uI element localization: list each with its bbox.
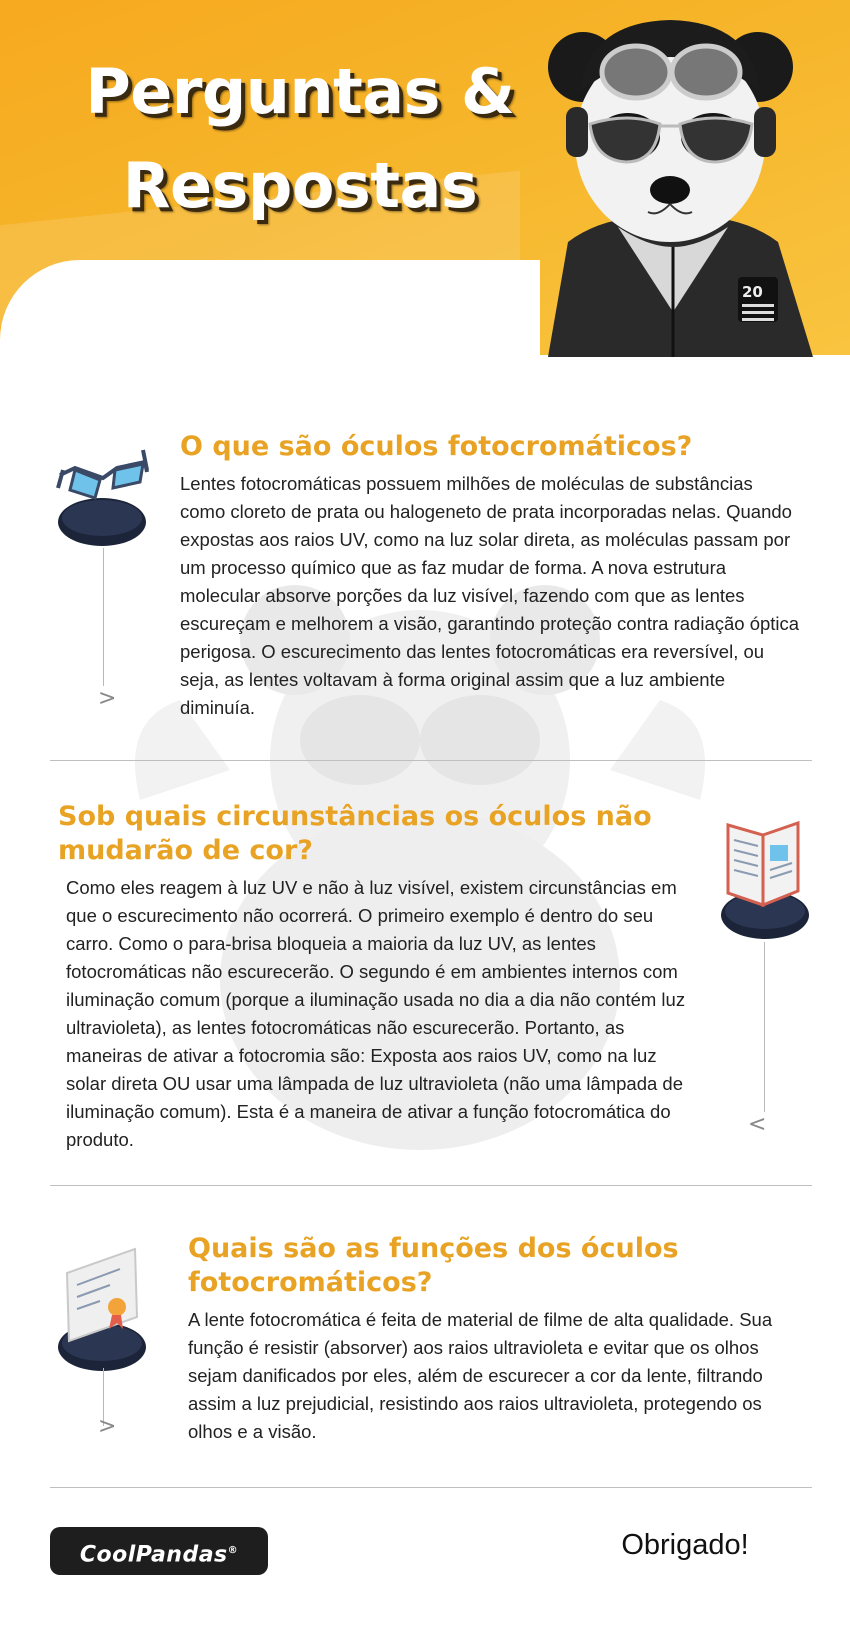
answer-text: Como eles reagem à luz UV e não à luz visível, existem circunstâncias em que o escurecimento não ocorrerá. O primeiro exemplo é dentro do seu carro. Como o para-brisa bloqueia a maioria da luz UV, as lentes fotocromáticas não escurecerão. O segundo é em ambientes internos com iluminação comum (porque a iluminação usada no dia a dia não contém luz ultravioleta), as lentes fotocromáticas não escurecerão. Portanto, as maneiras de ativar a fotocromia são: Exposta aos raios UV, como na luz solar direta OU usar uma lâmpada de luz ultravioleta (não uma lâmpada de iluminação comum). Esta é a maneira de ativar a função fotocromática do produto. bbox=[66, 877, 686, 1150]
brand-name: CoolPandas bbox=[79, 1542, 228, 1568]
title-line-1: Perguntas & bbox=[85, 55, 515, 128]
header-curve bbox=[0, 260, 540, 355]
chevron-right-icon: > bbox=[98, 686, 117, 711]
certificate-icon bbox=[55, 1245, 150, 1375]
question-title: O que são óculos fotocromáticos? bbox=[180, 431, 693, 462]
open-book-icon bbox=[718, 815, 813, 945]
brand-logo bbox=[50, 1527, 268, 1575]
faq-section-1 bbox=[180, 430, 800, 722]
panda-mascot-icon bbox=[528, 12, 818, 357]
section-divider bbox=[50, 1185, 812, 1186]
title-line-2: Respostas bbox=[122, 149, 478, 222]
section-divider bbox=[50, 1487, 812, 1488]
question-title: Quais são as funções dos óculos fotocromáticos? bbox=[188, 1233, 679, 1298]
chevron-right-icon: > bbox=[98, 1414, 117, 1439]
timeline-line bbox=[103, 548, 104, 686]
chevron-left-icon: < bbox=[748, 1112, 767, 1137]
answer-text: Lentes fotocromáticas possuem milhões de moléculas de substâncias como cloreto de prata ou halogeneto de prata incorporadas nelas. Quando expostas aos raios UV, como na luz solar direta, as moléculas passam por um processo químico que as faz mudar de forma. A nova estrutura molecular absorve porções da luz visível, fazendo com que as lentes escureçam e melhorem a visão, garantindo proteção contra radiação óptica perigosa. O escurecimento das lentes fotocromáticas era reversível, ou seja, as lentes voltavam à forma original assim que a luz ambiente diminuía. bbox=[180, 473, 800, 718]
page-title bbox=[40, 45, 560, 233]
timeline-line bbox=[764, 942, 765, 1112]
thanks-text: Obrigado! bbox=[621, 1529, 749, 1561]
question-title: Sob quais circunstâncias os óculos não mudarão de cor? bbox=[58, 801, 652, 866]
faq-section-2 bbox=[58, 800, 698, 1154]
glasses-icon bbox=[55, 440, 150, 550]
section-divider bbox=[50, 760, 812, 761]
answer-text: A lente fotocromática é feita de material de filme de alta qualidade. Sua função é resistir (absorver) aos raios ultravioleta e evitar que os olhos sejam danificados por eles, além de escurecer a cor da lente, filtrando assim a luz prejudicial, resistindo aos raios ultravioleta, protegendo os olhos e a visão. bbox=[188, 1309, 773, 1442]
registered-mark: ® bbox=[227, 1545, 239, 1556]
svg-text:20: 20 bbox=[742, 283, 763, 301]
faq-section-3 bbox=[188, 1232, 808, 1446]
